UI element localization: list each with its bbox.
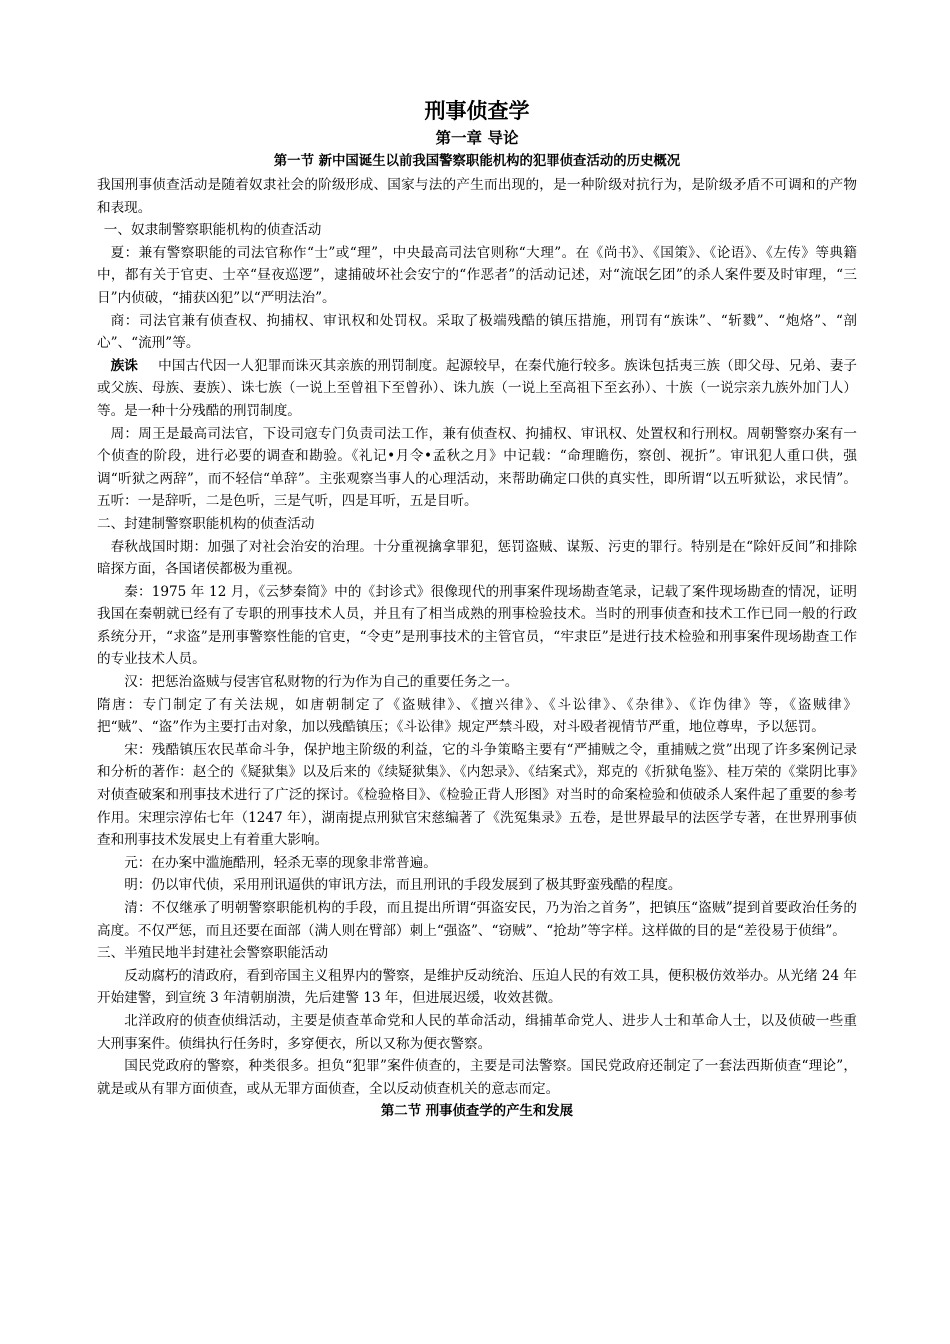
document-page xyxy=(97,96,857,1124)
paragraph-guomindang: 国民党政府的警察，种类很多。担负“犯罪”案件侦查的，主要是司法警察。国民党政府还制定了一套法西斯侦查“理论”，就是或从有罪方面侦查，或从无罪方面侦查，全以反动侦查机关的意志而定。 xyxy=(97,1058,857,1097)
paragraph-suitang: 隋唐：专门制定了有关法规，如唐朝制定了《盗贼律》、《擅兴律》、《斗讼律》、《杂律》、《诈伪律》等，《盗贼律》把“贼”、“盗”作为主要打击对象，加以残酷镇压；《斗讼律》规定严禁斗殴，对斗殴者视情节严重，地位尊卑，予以惩罚。 xyxy=(97,696,857,736)
subheading-slave-society: 一、奴隶制警察职能机构的侦查活动 xyxy=(103,222,322,239)
paragraph-beiyang: 北洋政府的侦查侦缉活动，主要是侦查革命党和人民的革命活动，缉捕革命党人、进步人士和革命人士，以及侦破一些重大刑事案件。侦缉执行任务时，多穿便衣，所以又称为便衣警察。 xyxy=(97,1012,857,1052)
definition-zuzhu: 中国古代因一人犯罪而诛灭其亲族的刑罚制度。起源较早，在秦代施行较多。族诛包括夷三族（即父母、兄弟、妻子或父族、母族、妻族）、诛七族（一说上至曾祖下至曾孙）、诛九族（一说上至高祖下至玄孙）、十族（一说宗亲九族外加门人）等。是一种十分残酷的刑罚制度。 xyxy=(97,357,858,419)
term-zuzhu: 族诛 xyxy=(110,357,139,374)
paragraph-song: 宋：残酷镇压农民革命斗争，保护地主阶级的利益，它的斗争策略主要有“严捕贼之令，重捕贼之赏”出现了许多案例记录和分析的著作：赵仝的《疑狱集》以及后来的《续疑狱集》、《内恕录》、《结案式》，郑克的《折狱龟鉴》、桂万荣的《棠阴比事》对侦查破案和刑事技术进行了广泛的探讨。《检验格目》、《检验正背人形图》对当时的命案检验和侦破杀人案件起了重要的参考作用。宋理宗淳佑七年（1247 年），湖南提点刑狱官宋慈编著了《洗冤集录》五卷，是世界最早的法医学专著，在世界刑事侦查和刑事技术发展史上有着重大影响。 xyxy=(97,741,857,849)
paragraph-xia: 夏：兼有警察职能的司法官称作“士”或“理”，中央最高司法官则称“大理”。在《尚书》、《国策》、《论语》、《左传》等典籍中，都有关于官吏、士卒“昼夜巡逻”，逮捕破坏社会安宁的“作恶者”的活动记述，对“流氓乞团”的杀人案件要及时审理，“三日”内侦破，“捕获凶犯”以“严明法治”。 xyxy=(97,244,857,306)
paragraph-han: 汉：把惩治盗贼与侵害官私财物的行为作为自己的重要任务之一。 xyxy=(124,674,519,691)
paragraph-zhou: 周：周王是最高司法官，下设司寇专门负责司法工作，兼有侦查权、拘捕权、审讯权、处置权和行刑权。周朝警察办案有一个侦查的阶段，进行必要的调查和勘验。《礼记•月令•孟秋之月》中记载：“命理瞻伤，察创、视折”。审讯犯人重口供，强调“听狱之两辞”，而不轻信“单辞”。主张观察当事人的心理活动，来帮助确定口供的真实性，即所谓“以五听狱讼，求民情”。五听：一是辞听，二是色听，三是气听，四是耳听，五是目听。 xyxy=(97,425,857,510)
subheading-semi-colonial: 三、半殖民地半封建社会警察职能活动 xyxy=(97,945,329,962)
subheading-feudal-society: 二、封建制警察职能机构的侦查活动 xyxy=(97,515,315,532)
paragraph-qin: 秦：1975 年 12 月，《云梦秦简》中的《封诊式》很像现代的刑事案件现场勘查笔录，记载了案件现场勘查的情况，证明我国在秦朝就已经有了专职的刑事技术人员，并且有了相当成熟的刑事检验技术。当时的刑事侦查和技术工作已同一般的行政系统分开，“求盗”是刑事警察性能的官吏，“令吏”是刑事技术的主管官员，“牢隶臣”是进行技术检验和刑事案件现场勘查工作的专业技术人员。 xyxy=(97,583,857,668)
paragraph-zuzhu xyxy=(97,355,857,423)
paragraph-shang: 商：司法官兼有侦查权、拘捕权、审讯权和处罚权。采取了极端残酷的镇压措施，刑罚有“族诛”、“斩戮”、“炮烙”、“剖心”、“流刑”等。 xyxy=(97,312,857,352)
paragraph-qing-government: 反动腐朽的清政府，看到帝国主义租界内的警察，是维护反动统治、压迫人民的有效工具，便积极仿效举办。从光绪 24 年开始建警，到宣统 3 年清朝崩溃，先后建警 13 年，但进展迟缓，收效甚微。 xyxy=(97,967,857,1007)
intro-paragraph: 我国刑事侦查活动是随着奴隶社会的阶级形成、国家与法的产生而出现的，是一种阶级对抗行为，是阶级矛盾不可调和的产物和表现。 xyxy=(97,177,857,216)
paragraph-yuan: 元：在办案中滥施酷刑，轻杀无辜的现象非常普遍。 xyxy=(124,854,437,871)
section-1-heading: 第一节 新中国诞生以前我国警察职能机构的犯罪侦查活动的历史概况 xyxy=(273,154,681,169)
section-2-heading: 第二节 刑事侦查学的产生和发展 xyxy=(380,1104,574,1120)
paragraph-ming: 明：仍以审代侦，采用刑讯逼供的审讯方法，而且刑讯的手段发展到了极其野蛮残酷的程度。 xyxy=(124,877,682,894)
document-title: 刑事侦查学 xyxy=(424,99,530,123)
paragraph-qing: 清：不仅继承了明朝警察职能机构的手段，而且提出所谓“弭盗安民，乃为治之首务”，把镇压“盗贼”提到首要政治任务的高度。不仅严惩，而且还要在面部（满人则在臂部）刺上“强盗”、“窃贼”、“抢劫”等字样。这样做的目的是“差役易于侦缉”。 xyxy=(97,900,857,939)
paragraph-chunqiu: 春秋战国时期：加强了对社会治安的治理。十分重视擒拿罪犯，惩罚盗贼、谋叛、污吏的罪行。特别是在“除奸反间”和排除暗探方面，各国诸侯都极为重视。 xyxy=(97,538,857,578)
chapter-heading: 第一章 导论 xyxy=(435,129,519,147)
